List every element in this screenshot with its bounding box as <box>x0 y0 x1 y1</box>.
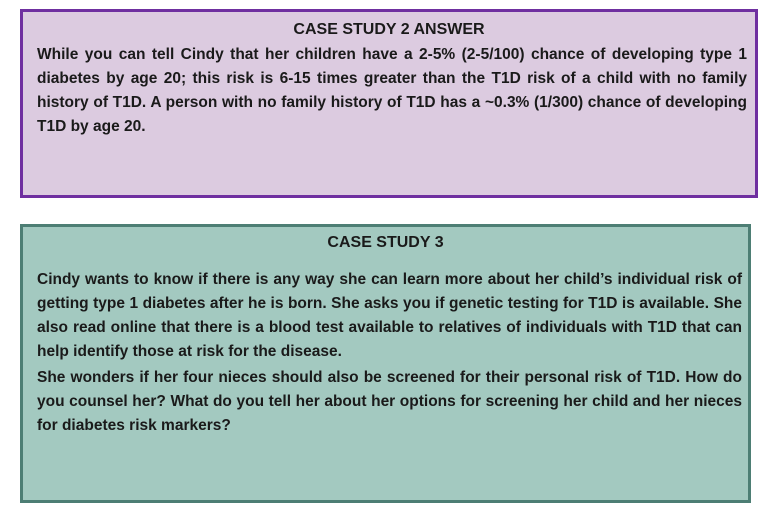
answer-body: While you can tell Cindy that her children have a 2-5% (2-5/100) chance of developing type 1 diabetes by age 20; this risk is 6-15 times greater than the T1D risk of a child with no family history of T1D. A person with no family history of T1D has a ~0.3% (1/300) chance of developing T1D by age 20. <box>37 46 747 135</box>
case-study-2-answer-box <box>20 9 758 198</box>
answer-title: CASE STUDY 2 ANSWER <box>293 21 485 38</box>
case-study-3-paragraph-1: Cindy wants to know if there is any way she can learn more about her child’s individual risk of getting type 1 diabetes after he is born. She asks you if genetic testing for T1D is available. She also read online that there is a blood test available to relatives of individuals with T1D that can help identify those at risk for the disease. <box>37 271 742 360</box>
case-study-3-paragraph-2: She wonders if her four nieces should also be screened for their personal risk of T1D. How do you counsel her? What do you tell her about her options for screening her child and her nieces for diabetes risk markers? <box>37 369 742 434</box>
case-study-3-box <box>20 224 751 503</box>
case-study-3-title: CASE STUDY 3 <box>327 234 444 251</box>
